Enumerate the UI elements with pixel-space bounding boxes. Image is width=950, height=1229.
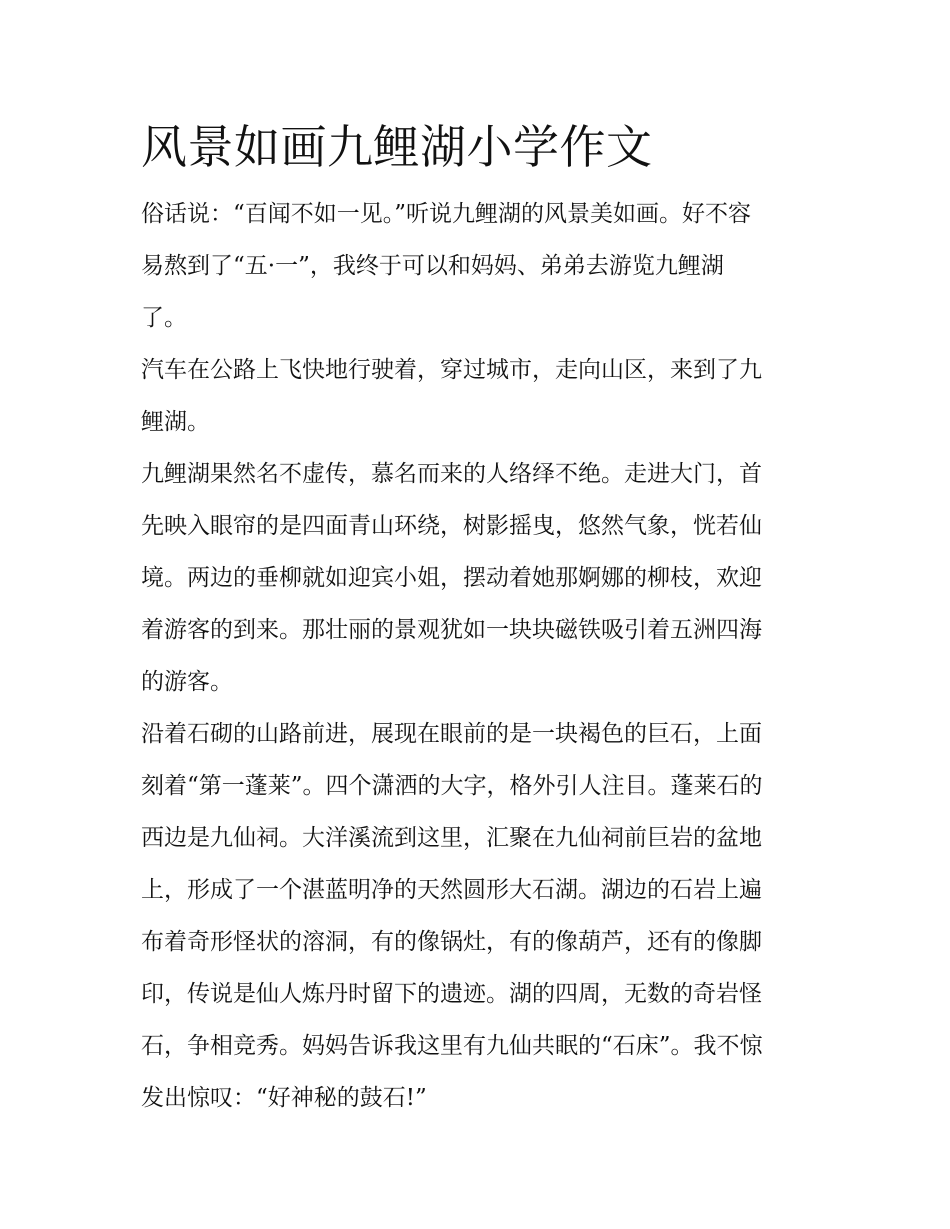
text-line: 布着奇形怪状的溶洞，有的像锅灶，有的像葫芦，还有的像脚 bbox=[141, 929, 762, 955]
text-line: 俗话说：“百闻不如一见。”听说九鲤湖的风景美如画。好不容 bbox=[141, 201, 752, 227]
document-body bbox=[141, 118, 813, 1124]
text-line: 汽车在公路上飞快地行驶着，穿过城市，走向山区，来到了九 bbox=[141, 357, 762, 383]
text-line: 易熬到了“五·一”，我终于可以和妈妈、弟弟去游览九鲤湖 bbox=[141, 253, 724, 279]
text-line: 境。两边的垂柳就如迎宾小姐，摆动着她那婀娜的柳枝，欢迎 bbox=[141, 565, 762, 591]
document-title: 风景如画九鲤湖小学作文 bbox=[141, 120, 653, 174]
text-line: 西边是九仙祠。大洋溪流到这里，汇聚在九仙祠前巨岩的盆地 bbox=[141, 825, 762, 851]
text-line: 的游客。 bbox=[141, 669, 233, 695]
paragraph-lake bbox=[141, 708, 813, 1124]
text-line: 石，争相竞秀。妈妈告诉我这里有九仙共眠的“石床”。我不惊 bbox=[141, 1033, 763, 1059]
text-line: 九鲤湖果然名不虚传，慕名而来的人络绎不绝。走进大门，首 bbox=[141, 461, 762, 487]
text-line: 刻着“第一蓬莱”。四个潇洒的大字，格外引人注目。蓬莱石的 bbox=[141, 773, 763, 799]
text-line: 了。 bbox=[141, 305, 187, 331]
text-line: 沿着石砌的山路前进，展现在眼前的是一块褐色的巨石，上面 bbox=[141, 721, 762, 747]
paragraph-entrance bbox=[141, 448, 813, 708]
text-line: 鲤湖。 bbox=[141, 409, 210, 435]
text-line: 发出惊叹：“好神秘的鼓石!” bbox=[141, 1085, 427, 1111]
text-line: 着游客的到来。那壮丽的景观犹如一块块磁铁吸引着五洲四海 bbox=[141, 617, 762, 643]
paragraph-intro bbox=[141, 188, 813, 344]
text-line: 上，形成了一个湛蓝明净的天然圆形大石湖。湖边的石岩上遍 bbox=[141, 877, 762, 903]
text-line: 先映入眼帘的是四面青山环绕，树影摇曳，悠然气象，恍若仙 bbox=[141, 513, 762, 539]
paragraph-journey bbox=[141, 344, 813, 448]
text-line: 印，传说是仙人炼丹时留下的遗迹。湖的四周，无数的奇岩怪 bbox=[141, 981, 762, 1007]
